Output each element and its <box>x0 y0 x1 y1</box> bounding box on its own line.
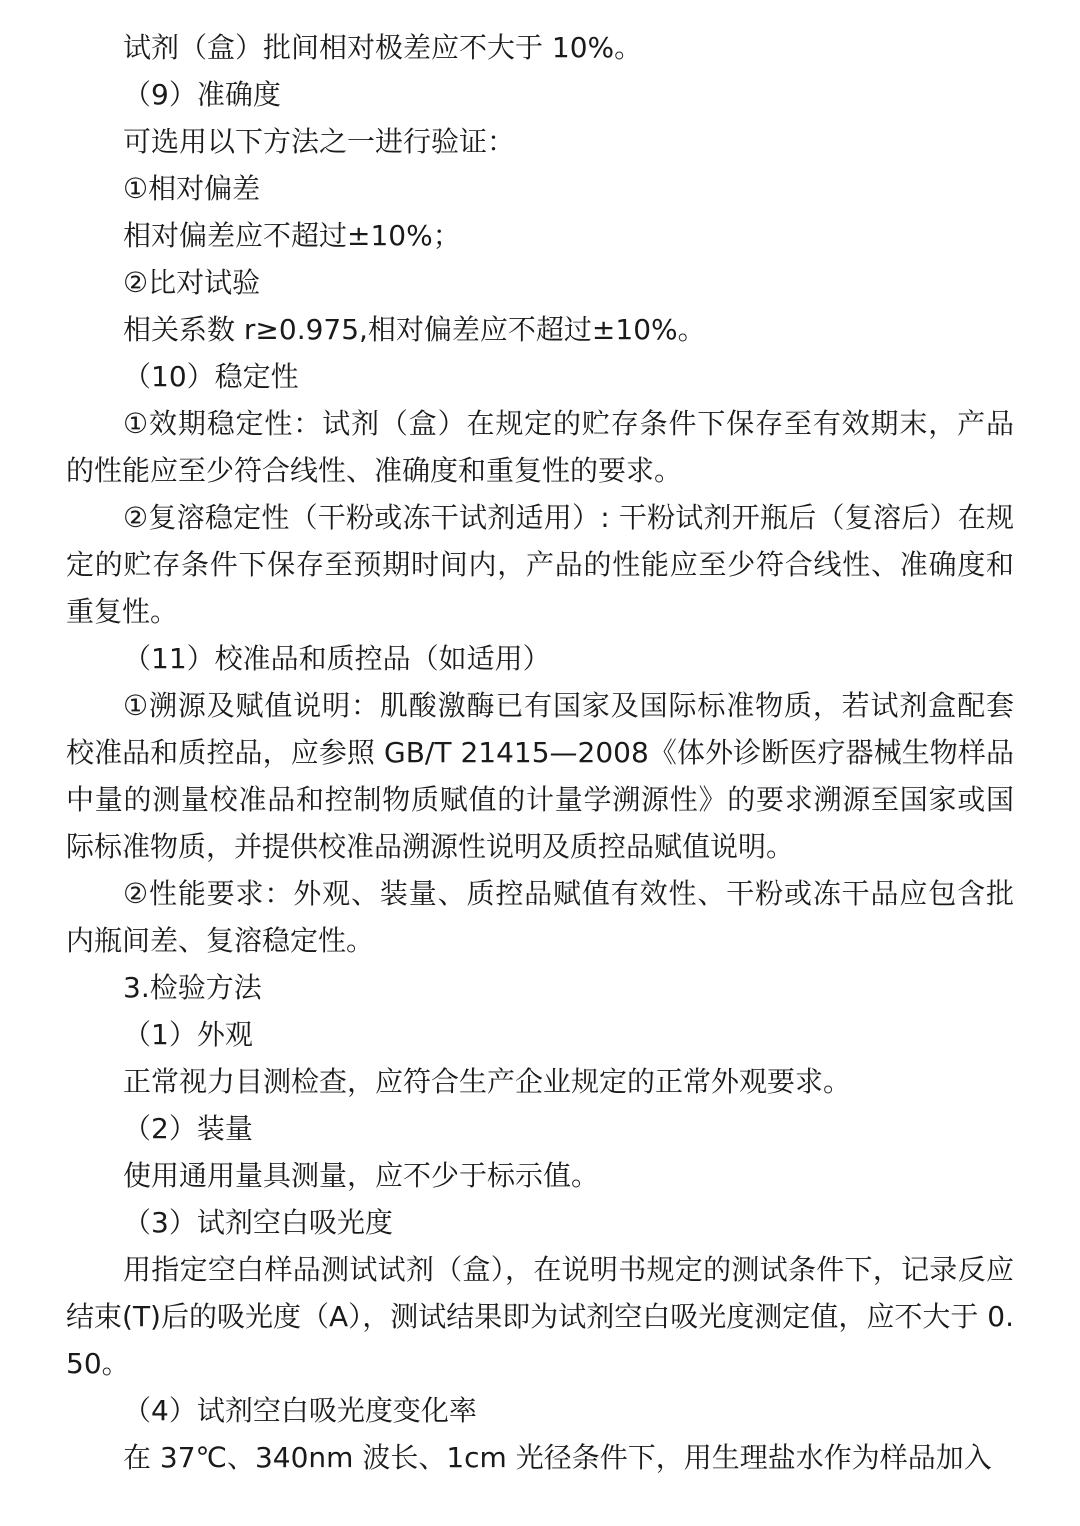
heading-blank-absorbance: （3）试剂空白吸光度 <box>123 1206 393 1239</box>
paragraph-shelf-life-stability: ①效期稳定性：试剂（盒）在规定的贮存条件下保存至有效期末，产品的性能应至少符合线性、准确度和重复性的要求。 <box>66 407 1014 487</box>
subheading-comparison-test: ②比对试验 <box>123 266 261 299</box>
paragraph-fill-volume: 使用通用量具测量，应不少于标示值。 <box>123 1159 600 1192</box>
heading-calibrators-controls: （11）校准品和质控品（如适用） <box>123 642 551 675</box>
paragraph-verification-methods: 可选用以下方法之一进行验证： <box>123 125 516 158</box>
subheading-relative-deviation: ①相对偏差 <box>123 172 261 205</box>
paragraph-blank-absorbance-rate: 在 37℃、340nm 波长、1cm 光径条件下，用生理盐水作为样品加入 <box>123 1441 992 1474</box>
heading-appearance: （1）外观 <box>123 1018 253 1051</box>
heading-stability: （10）稳定性 <box>123 360 299 393</box>
paragraph-batch-range: 试剂（盒）批间相对极差应不大于 10%。 <box>123 31 643 64</box>
paragraph-traceability: ①溯源及赋值说明：肌酸激酶已有国家及国际标准物质，若试剂盒配套校准品和质控品，应参照 GB/T 21415—2008《体外诊断医疗器械生物样品中量的测量校准品和控制物质赋值的计量学溯源性》的要求溯源至国家或国际标准物质，并提供校准品溯源性说明及质控品赋值说明。 <box>66 689 1014 863</box>
paragraph-blank-absorbance: 用指定空白样品测试试剂（盒），在说明书规定的测试条件下，记录反应结束(T)后的吸光度（A），测试结果即为试剂空白吸光度测定值，应不大于 0.50。 <box>66 1253 1014 1380</box>
paragraph-reconstitution-stability: ②复溶稳定性（干粉或冻干试剂适用）: 干粉试剂开瓶后（复溶后）在规定的贮存条件下保存至预期时间内，产品的性能应至少符合线性、准确度和重复性。 <box>66 501 1014 628</box>
paragraph-performance-requirements: ②性能要求：外观、装量、质控品赋值有效性、干粉或冻干品应包含批内瓶间差、复溶稳定性。 <box>66 877 1014 957</box>
paragraph-appearance: 正常视力目测检查，应符合生产企业规定的正常外观要求。 <box>123 1065 852 1098</box>
heading-test-methods: 3.检验方法 <box>123 971 262 1004</box>
heading-fill-volume: （2）装量 <box>123 1112 253 1145</box>
heading-blank-absorbance-rate: （4）试剂空白吸光度变化率 <box>123 1394 477 1427</box>
paragraph-relative-deviation: 相对偏差应不超过±10%； <box>123 219 461 252</box>
paragraph-comparison-test: 相关系数 r≥0.975,相对偏差应不超过±10%。 <box>123 313 706 346</box>
heading-accuracy: （9）准确度 <box>123 78 281 111</box>
